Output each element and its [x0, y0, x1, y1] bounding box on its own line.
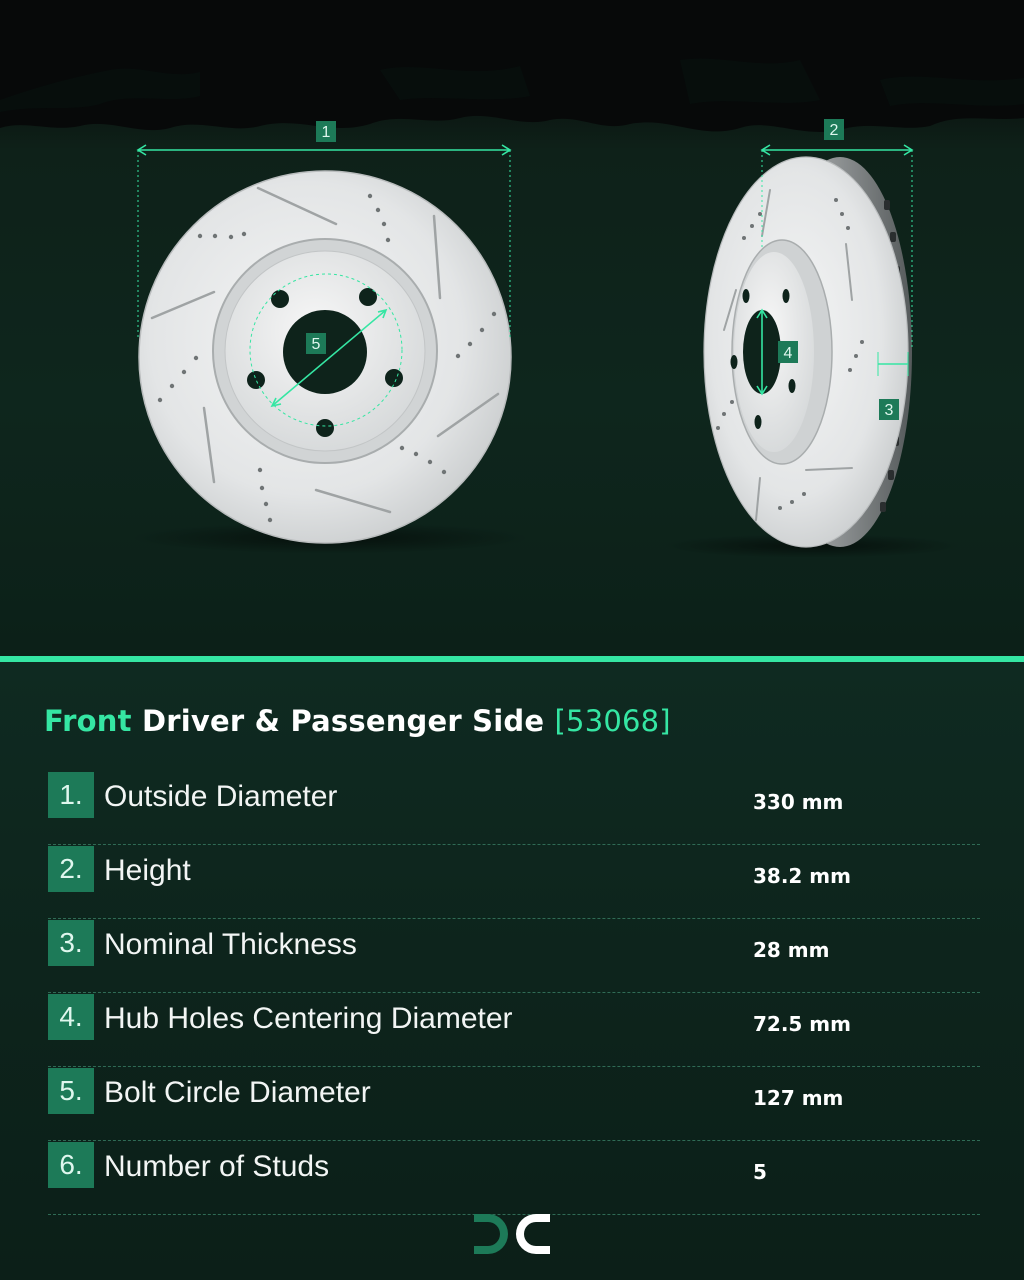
callout-1-label: 1	[321, 124, 331, 141]
spec-number-badge: 2.	[48, 846, 94, 892]
heading-part-number: [53068]	[554, 704, 671, 738]
spec-value: 330 mm	[753, 790, 844, 814]
callout-5-label: 5	[311, 336, 321, 353]
spec-label: Nominal Thickness	[104, 928, 357, 961]
callout-4-label: 4	[783, 345, 793, 362]
spec-label: Number of Studs	[104, 1150, 330, 1183]
spec-value: 127 mm	[753, 1086, 844, 1110]
spec-number-badge: 1.	[48, 772, 94, 818]
spec-row-hub-holes-centering-diameter	[48, 994, 980, 1067]
spec-row-height	[48, 846, 980, 919]
heading-position: Front	[44, 704, 132, 738]
callout-4-badge	[778, 341, 798, 363]
callout-2-badge	[824, 119, 844, 140]
spec-number-badge: 3.	[48, 920, 94, 966]
callout-3-label: 3	[884, 402, 894, 419]
spec-value: 5	[753, 1160, 767, 1184]
spec-value: 28 mm	[753, 938, 830, 962]
spec-label: Height	[104, 854, 191, 887]
callout-1-badge	[316, 121, 336, 142]
spec-row-number-of-studs	[48, 1142, 980, 1215]
spec-value: 38.2 mm	[753, 864, 851, 888]
spec-row-nominal-thickness	[48, 920, 980, 993]
spec-list	[48, 772, 980, 1215]
spec-label: Hub Holes Centering Diameter	[104, 1002, 513, 1035]
brand-logo-icon	[472, 1208, 552, 1260]
spec-number-badge: 4.	[48, 994, 94, 1040]
spec-label: Bolt Circle Diameter	[104, 1076, 371, 1109]
spec-row-outside-diameter	[48, 772, 980, 845]
callout-5-badge	[306, 333, 326, 354]
product-heading	[44, 704, 671, 738]
heading-side: Driver & Passenger Side	[131, 704, 555, 738]
callout-2-label: 2	[829, 122, 839, 139]
spec-value: 72.5 mm	[753, 1012, 851, 1036]
spec-row-bolt-circle-diameter	[48, 1068, 980, 1141]
grunge-top-band	[0, 0, 1024, 132]
spec-number-badge: 6.	[48, 1142, 94, 1188]
spec-number-badge: 5.	[48, 1068, 94, 1114]
callout-3-badge	[879, 399, 899, 420]
spec-label: Outside Diameter	[104, 780, 338, 813]
